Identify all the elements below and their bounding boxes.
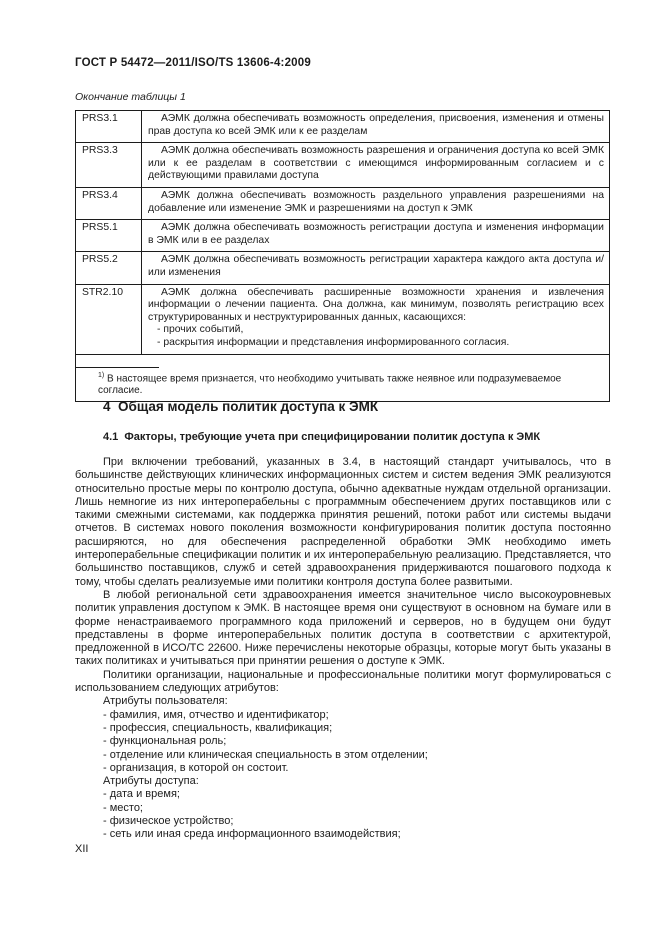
requirements-table bbox=[75, 110, 610, 402]
attribute-item: - сеть или иная среда информационного взаимодействия; bbox=[103, 828, 401, 841]
requirement-row bbox=[76, 252, 610, 284]
requirement-text: АЭМК должна обеспечивать возможность разрешения и ограничения доступа ко всей ЭМК или к ее разделам в соответствии с имеющимся информированным согласием и с действующими правилами доступа bbox=[148, 145, 604, 182]
attribute-item: - место; bbox=[103, 801, 143, 814]
requirement-subitem: - прочих событий, bbox=[157, 324, 244, 336]
requirement-code: STR2.10 bbox=[76, 284, 142, 354]
requirement-text-cell bbox=[142, 220, 610, 252]
table-footnote-cell bbox=[76, 354, 610, 401]
footnote-separator bbox=[76, 367, 159, 368]
requirement-text-cell bbox=[142, 111, 610, 143]
requirement-code: PRS5.1 bbox=[76, 220, 142, 252]
requirement-code: PRS3.1 bbox=[76, 111, 142, 143]
requirement-row bbox=[76, 143, 610, 188]
requirement-row bbox=[76, 284, 610, 354]
body-text-block bbox=[75, 456, 611, 842]
attribute-item: - фамилия, имя, отчество и идентификатор; bbox=[103, 708, 329, 721]
footnote-body: В настоящее время признается, что необходимо учитывать также неявное или подразумеваемое согласие. bbox=[98, 372, 562, 396]
requirement-row bbox=[76, 220, 610, 252]
document-header: ГОСТ Р 54472—2011/ISO/TS 13606-4:2009 bbox=[75, 57, 311, 69]
requirement-text-cell bbox=[142, 187, 610, 219]
requirement-text: АЭМК должна обеспечивать возможность раздельного управления разрешениями на добавление или изменение ЭМК и разрешениями на доступ к ЭМК bbox=[148, 189, 604, 214]
table-footnote-row bbox=[76, 354, 610, 401]
requirement-text-cell bbox=[142, 284, 610, 354]
footnote-marker: 1) bbox=[98, 371, 105, 379]
body-paragraph: При включении требований, указанных в 3.4, в настоящий стандарт учитывалось, что в большинстве действующих клинических информационных систем и систем ведения ЭМК реализуются относительно простые меры по контролю доступа, обычно адекватные нуждам отдельной организации. Лишь немногие из них интероперабельны с программным обеспечением других поставщиков или с такими смежными системами, как поддержка принятия решений, потоки работ или системы выдачи отчетов. В системах нового поколения возможности конфигурирования политик доступа постоянно расширяются, но для обеспечения распределенной обработки ЭМК необходимо иметь интероперабельные спецификации политик и их интероперабельную реализацию. Представляется, что большинство поставщиков, служб и сетей здравоохранения придерживаются пошагового подхода к тому, чтобы сделать реализуемые ими политики контроля доступа более развитыми. bbox=[75, 456, 611, 588]
page-number: XII bbox=[75, 843, 89, 855]
requirement-code: PRS5.2 bbox=[76, 252, 142, 284]
attribute-item: - организация, в которой он состоит. bbox=[103, 761, 289, 774]
attribute-item: - функциональная роль; bbox=[103, 735, 227, 748]
attribute-item: - отделение или клиническая специальность в этом отделении; bbox=[103, 748, 428, 761]
user-attributes-label: Атрибуты пользователя: bbox=[103, 695, 228, 708]
attribute-item: - дата и время; bbox=[103, 788, 180, 801]
requirement-subitem: - раскрытия информации и представления информированного согласия. bbox=[157, 336, 510, 348]
footnote-text bbox=[76, 370, 605, 397]
requirement-text: АЭМК должна обеспечивать возможность регистрации характера каждого акта доступа и/или изменения bbox=[148, 254, 604, 278]
body-paragraph: В любой региональной сети здравоохранения имеется значительное число высокоуровневых политик управления доступом к ЭМК. В настоящее время они существуют в основном на бумаге или в форме ненастраиваемого программного кода приложений и серверов, но в будущем они будут представлены в форме интероперабельных политик доступа в соответствии с архитектурой, предложенной в ИСО/ТС 22600. Ниже перечислены некоторые образцы, которые могут быть указаны в таких политиках и учитываться при принятии решения о доступе к ЭМК. bbox=[75, 588, 611, 668]
access-attributes-label: Атрибуты доступа: bbox=[103, 775, 199, 788]
requirement-text: АЭМК должна обеспечивать возможность определения, присвоения, изменения и отмены прав доступа ко всей ЭМК или к ее разделам bbox=[148, 113, 604, 137]
requirement-code: PRS3.4 bbox=[76, 187, 142, 219]
attribute-item: - профессия, специальность, квалификация; bbox=[103, 721, 333, 734]
table-caption: Окончание таблицы 1 bbox=[75, 91, 186, 103]
subsection-heading: 4.1 Факторы, требующие учета при специфицировании политик доступа к ЭМК bbox=[103, 431, 541, 443]
requirement-row bbox=[76, 187, 610, 219]
body-paragraph: Политики организации, национальные и профессиональные политики могут формулироваться с использованием следующих атрибутов: bbox=[75, 668, 611, 695]
requirement-text: АЭМК должна обеспечивать расширенные возможности хранения и извлечения информации о лечении пациента. Она должна, как минимум, позволять регистрацию всех структурированных и неструктурированных данных, касающихся: bbox=[148, 286, 604, 323]
attribute-item: - физическое устройство; bbox=[103, 815, 234, 828]
requirement-code: PRS3.3 bbox=[76, 143, 142, 188]
section-heading: 4 Общая модель политик доступа к ЭМК bbox=[103, 399, 379, 414]
requirement-text-cell bbox=[142, 143, 610, 188]
requirement-text-cell bbox=[142, 252, 610, 284]
requirement-text: АЭМК должна обеспечивать возможность регистрации доступа и изменения информации в ЭМК или в ее разделах bbox=[148, 222, 604, 246]
requirement-row bbox=[76, 111, 610, 143]
